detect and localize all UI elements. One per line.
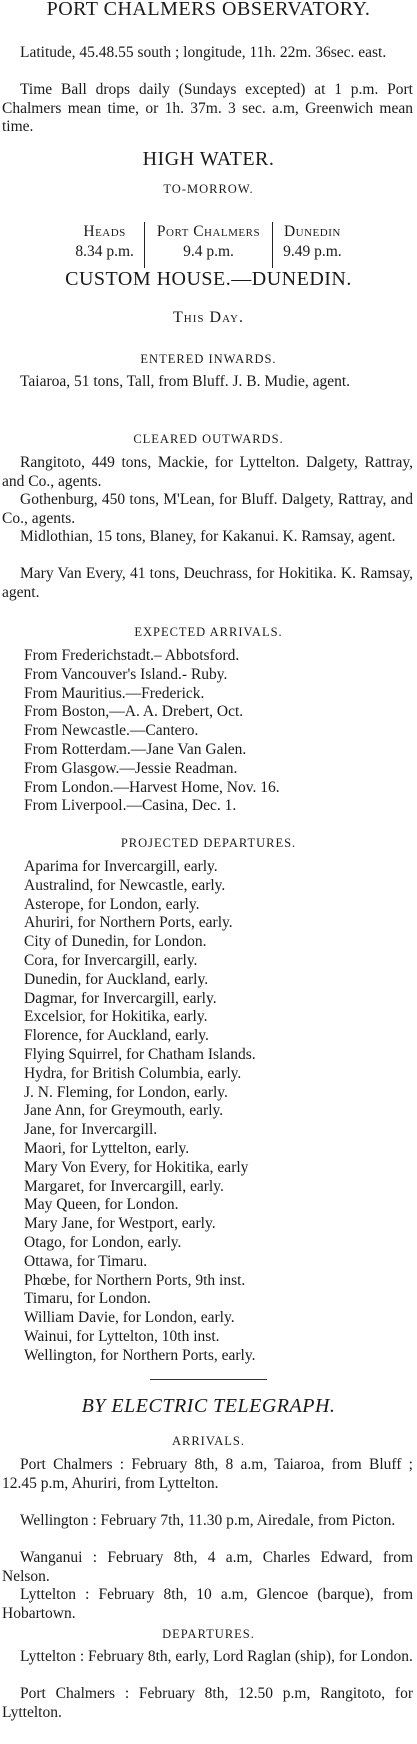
list-item: Wainui, for Lyttelton, 10th inst. — [24, 1327, 220, 1345]
list-item: Maori, for Lyttelton, early. — [24, 1139, 190, 1157]
list-item: Australind, for Newcastle, early. — [24, 876, 226, 894]
telegraph-arrivals-heading: ARRIVALS. — [171, 1434, 246, 1448]
list-item: From Frederichstadt.– Abbotsford. — [24, 647, 240, 664]
tide-port-chalmers: Port Chalmers 9.4 p.m. — [144, 222, 273, 268]
list-item: From Liverpool.—Casina, Dec. 1. — [24, 797, 237, 815]
list-item: Ahuriri, for Northern Ports, early. — [24, 914, 233, 932]
high-water-table — [0, 222, 417, 268]
cleared-entry: Midlothian, 15 tons, Blaney, for Kakanui. K. Ramsay, agent. — [20, 528, 396, 545]
list-item: William Davie, for London, early. — [24, 1309, 235, 1327]
cleared-outwards-heading: CLEARED OUTWARDS. — [133, 432, 284, 446]
list-item: Timaru, for London. — [24, 1290, 151, 1308]
list-item: From Rotterdam.—Jane Van Galen. — [24, 740, 247, 758]
observatory-title: PORT CHALMERS OBSERVATORY. — [46, 0, 371, 20]
list-item: Hydra, for British Columbia, early. — [24, 1064, 242, 1082]
list-item: From London.—Harvest Home, Nov. 16. — [24, 778, 280, 796]
telegraph-title: BY ELECTRIC TELEGRAPH. — [81, 1395, 336, 1417]
tide-heads: Heads 8.34 p.m. — [75, 223, 134, 260]
telegraph-departure-entry: Lyttelton : February 8th, early, Lord Raglan (ship), for London. — [20, 1648, 413, 1665]
list-item: Wellington, for Northern Ports, early. — [24, 1346, 256, 1364]
high-water-subtitle: TO-MORROW. — [163, 182, 254, 196]
telegraph-arrival-entry: Wanganui : February 8th, 4 a.m, Charles Edward, from Nelson. — [2, 1549, 413, 1585]
projected-departures-heading: PROJECTED DEPARTURES. — [120, 836, 297, 850]
list-item: Otago, for London, early. — [24, 1233, 182, 1251]
cleared-entry: Mary Van Every, 41 tons, Deuchrass, for Hokitika. K. Ramsay, agent. — [2, 565, 413, 601]
telegraph-arrival-entry: Port Chalmers : February 8th, 8 a.m, Taiaroa, from Bluff ; 12.45 p.m, Ahuriri, from Lyttelton. — [2, 1456, 413, 1492]
expected-arrivals-list — [24, 647, 413, 816]
this-day-heading: This Day. — [173, 309, 244, 326]
list-item: Aparima for Invercargill, early. — [24, 858, 218, 875]
list-item: J. N. Fleming, for London, early. — [24, 1083, 228, 1101]
list-item: Asterope, for London, early. — [24, 895, 200, 913]
tide-dunedin: Dunedin 9.49 p.m. — [283, 223, 342, 260]
list-item: Flying Squirrel, for Chatham Islands. — [24, 1045, 256, 1063]
high-water-title: HIGH WATER. — [142, 148, 275, 170]
list-item: City of Dunedin, for London. — [24, 933, 207, 951]
telegraph-arrival-entry: Lyttelton : February 8th, 10 a.m, Glencoe (barque), from Hobartown. — [2, 1586, 413, 1622]
list-item: Cora, for Invercargill, early. — [24, 951, 198, 969]
expected-arrivals-heading: EXPECTED ARRIVALS. — [134, 625, 283, 639]
list-item: From Newcastle.—Cantero. — [24, 722, 199, 740]
entered-inwards-entry: Taiaroa, 51 tons, Tall, from Bluff. J. B. Mudie, agent. — [20, 373, 351, 390]
cleared-entry: Rangitoto, 449 tons, Mackie, for Lyttelton. Dalgety, Rattray, and Co., agents. — [2, 454, 413, 490]
list-item: From Vancouver's Island.- Ruby. — [24, 665, 228, 683]
list-item: Ottawa, for Timaru. — [24, 1252, 148, 1270]
section-divider — [150, 1379, 267, 1380]
list-item: Margaret, for Invercargill, early. — [24, 1177, 224, 1195]
list-item: Jane, for Invercargill. — [24, 1121, 158, 1139]
custom-house-title: CUSTOM HOUSE.—DUNEDIN. — [65, 268, 352, 290]
entered-inwards-heading: ENTERED INWARDS. — [140, 352, 277, 366]
observatory-coordinates: Latitude, 45.48.55 south ; longitude, 11h. 22m. 36sec. east. — [20, 44, 387, 61]
list-item: Dagmar, for Invercargill, early. — [24, 989, 217, 1007]
list-item: Mary Von Every, for Hokitika, early — [24, 1158, 249, 1176]
projected-departures-list — [24, 858, 413, 1366]
list-item: From Boston,—A. A. Drebert, Oct. — [24, 703, 244, 721]
list-item: From Mauritius.—Frederick. — [24, 684, 205, 702]
list-item: Dunedin, for Auckland, early. — [24, 970, 209, 988]
list-item: Phœbe, for Northern Ports, 9th inst. — [24, 1271, 246, 1289]
list-item: Excelsior, for Hokitika, early. — [24, 1008, 208, 1026]
observatory-time-ball: Time Ball drops daily (Sundays excepted) at 1 p.m. Port Chalmers mean time, or 1h. 37m. 3 sec. a.m, Greenwich mean time. — [2, 81, 413, 135]
telegraph-departure-entry: Port Chalmers : February 8th, 12.50 p.m, Rangitoto, for Lyttelton. — [2, 1685, 413, 1721]
list-item: Mary Jane, for Westport, early. — [24, 1215, 216, 1233]
telegraph-arrival-entry: Wellington : February 7th, 11.30 p.m, Airedale, from Picton. — [20, 1512, 396, 1529]
list-item: May Queen, for London. — [24, 1196, 179, 1214]
cleared-entry: Gothenburg, 450 tons, M'Lean, for Bluff. Dalgety, Rattray, and Co., agents. — [2, 491, 413, 527]
list-item: From Glasgow.—Jessie Readman. — [24, 759, 238, 777]
telegraph-departures-heading: DEPARTURES. — [162, 1627, 255, 1641]
list-item: Florence, for Auckland, early. — [24, 1027, 209, 1045]
list-item: Jane Ann, for Greymouth, early. — [24, 1102, 224, 1120]
